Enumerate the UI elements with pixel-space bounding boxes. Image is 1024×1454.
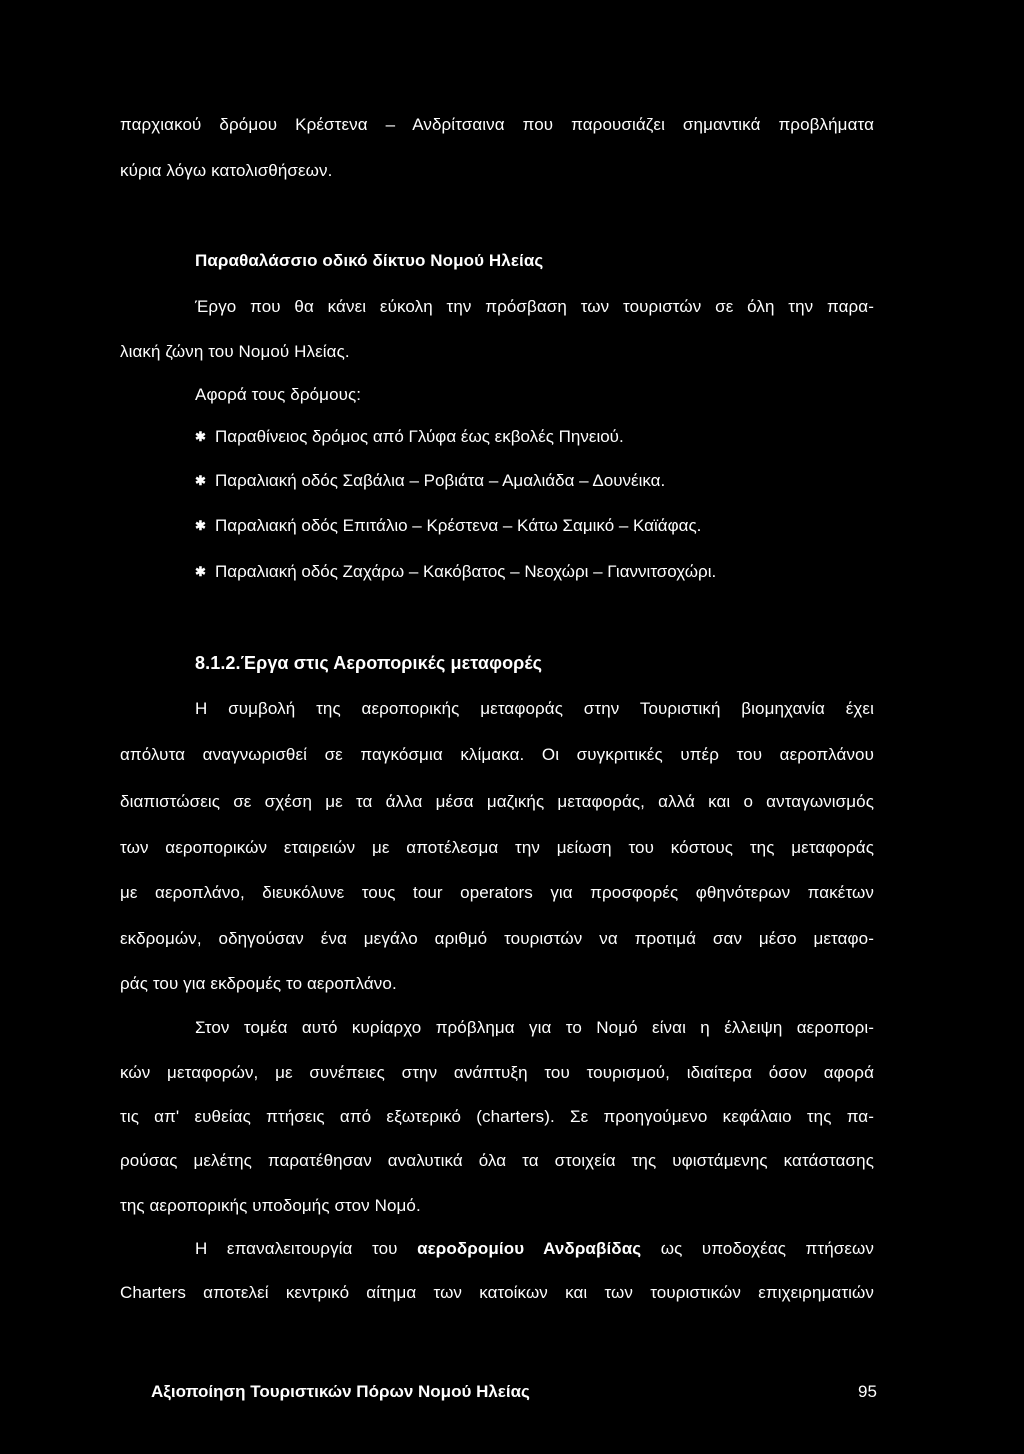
section-heading-coastal-road-network: Παραθαλάσσιο οδικό δίκτυο Νομού Ηλείας: [195, 251, 544, 270]
list-item: [195, 470, 665, 492]
list-item: [195, 561, 716, 583]
body-text-line: ράς του για εκδρομές το αεροπλάνο.: [120, 974, 397, 993]
text-run: Η επαναλειτουργία του: [195, 1239, 418, 1258]
text-run-bold: αεροδρομίου Ανδραβίδας: [417, 1239, 642, 1258]
list-item-text: Παραλιακή οδός Επιτάλιο – Κρέστενα – Κάτω Σαμικό – Καϊάφας.: [215, 516, 702, 535]
section-heading-air-transport: 8.1.2.Έργα στις Αεροπορικές μεταφορές: [195, 653, 543, 673]
body-text-line: Στον τομέα αυτό κυρίαρχο πρόβλημα για το Νομό είναι η έλλειψη αεροπορι-: [195, 1018, 874, 1037]
footer-title: Αξιοποίηση Τουριστικών Πόρων Νομού Ηλείας: [151, 1382, 530, 1401]
body-text-line: απόλυτα αναγνωρισθεί σε παγκόσμια κλίμακα. Οι συγκριτικές υπέρ του αεροπλάνου: [120, 745, 874, 764]
roads-intro: Αφορά τους δρόμους:: [195, 385, 362, 404]
asterisk-bullet-icon: ✱: [195, 429, 206, 444]
list-item: [195, 426, 624, 448]
body-text-line: της αεροπορικής υποδομής στον Νομό.: [120, 1196, 421, 1215]
list-item-text: Παραθίνειος δρόμος από Γλύφα έως εκβολές Πηνειού.: [215, 427, 624, 446]
list-item-text: Παραλιακή οδός Σαβάλια – Ροβιάτα – Αμαλιάδα – Δουνέικα.: [215, 471, 666, 490]
body-text-line: ρούσας μελέτης παρατέθησαν αναλυτικά όλα τα στοιχεία της υφιστάμενης κατάστασης: [120, 1151, 874, 1170]
list-item-text: Παραλιακή οδός Ζαχάρω – Κακόβατος – Νεοχώρι – Γιαννιτσοχώρι.: [215, 562, 717, 581]
body-text-line: [195, 1238, 874, 1260]
page-number: 95: [858, 1382, 877, 1401]
asterisk-bullet-icon: ✱: [195, 564, 206, 579]
body-text-line: Έργο που θα κάνει εύκολη την πρόσβαση των τουριστών σε όλη την παρα-: [195, 297, 874, 316]
body-text-line: Charters αποτελεί κεντρικό αίτημα των κατοίκων και των τουριστικών επιχειρηματιών: [120, 1283, 874, 1302]
asterisk-bullet-icon: ✱: [195, 473, 206, 488]
body-text-line: κών μεταφορών, με συνέπειες στην ανάπτυξη του τουρισμού, ιδιαίτερα όσον αφορά: [120, 1063, 874, 1082]
body-text-line: Η συμβολή της αεροπορικής μεταφοράς στην Τουριστική βιομηχανία έχει: [195, 699, 874, 718]
text-run: ως υποδοχέας πτήσεων: [641, 1239, 875, 1258]
body-text-line: κύρια λόγω κατολισθήσεων.: [120, 161, 333, 180]
asterisk-bullet-icon: ✱: [195, 518, 206, 533]
body-text-line: παρχιακού δρόμου Κρέστενα – Ανδρίτσαινα που παρουσιάζει σημαντικά προβλήματα: [120, 115, 874, 134]
body-text-line: με αεροπλάνο, διευκόλυνε τους tour operators για προσφορές φθηνότερων πακέτων: [120, 883, 874, 902]
body-text-line: τις απ' ευθείας πτήσεις από εξωτερικό (charters). Σε προηγούμενο κεφάλαιο της πα-: [120, 1107, 874, 1126]
body-text-line: των αεροπορικών εταιρειών με αποτέλεσμα την μείωση του κόστους της μεταφοράς: [120, 838, 874, 857]
body-text-line: διαπιστώσεις σε σχέση με τα άλλα μέσα μαζικής μεταφοράς, αλλά και ο ανταγωνισμός: [120, 792, 874, 811]
body-text-line: λιακή ζώνη του Νομού Ηλείας.: [120, 342, 350, 361]
list-item: [195, 515, 701, 537]
body-text-line: εκδρομών, οδηγούσαν ένα μεγάλο αριθμό τουριστών να προτιμά σαν μέσο μεταφο-: [120, 929, 874, 948]
